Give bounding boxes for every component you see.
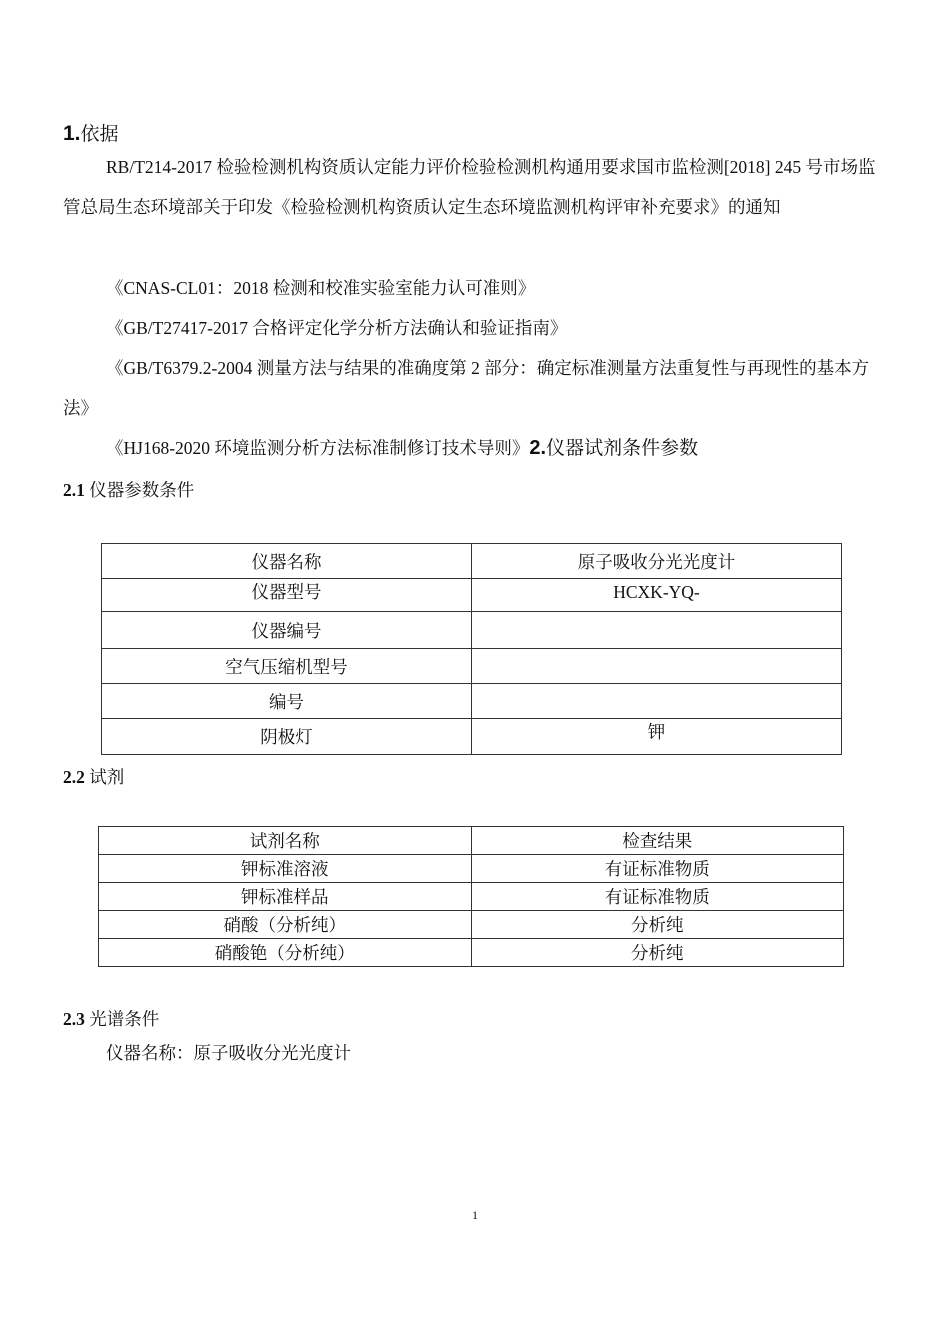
table-row [99,855,844,883]
section-2-2 [63,764,124,790]
table-cell-label: 仪器编号 [102,612,472,649]
table-cell-value: HCXK-YQ- [472,579,842,612]
basis-paragraph-2: 《CNAS-CL01：2018 检测和校准实验室能力认可准则》 [106,278,536,298]
table-row [102,612,842,649]
heading-number: 1. [63,122,81,145]
table-cell-result: 分析纯 [471,939,844,967]
section-2-1 [63,477,194,503]
table-cell-result: 有证标准物质 [471,855,844,883]
section-2-3 [63,1006,159,1032]
table-cell-result: 有证标准物质 [471,883,844,911]
basis-paragraph-3: 《GB/T27417-2017 合格评定化学分析方法确认和验证指南》 [106,318,568,338]
instrument-parameter-table [101,543,842,755]
table-cell-name: 硝酸铯（分析纯） [99,939,472,967]
table-row [102,719,842,755]
table-cell-name: 硝酸（分析纯） [99,911,472,939]
section-2-3-number: 2.3 [63,1009,85,1029]
table-row [99,939,844,967]
page-number: 1 [472,1208,478,1222]
table-row [102,579,842,612]
table-cell-value: 钾 [472,719,842,755]
table-cell-label: 编号 [102,684,472,719]
table-cell-label: 仪器型号 [102,579,472,612]
table-header-row [99,827,844,855]
table-cell-value [472,684,842,719]
section-2-1-number: 2.1 [63,480,85,500]
table-cell-name: 钾标准溶液 [99,855,472,883]
section-2-1-text: 仪器参数条件 [89,480,195,500]
heading-text: 依据 [80,123,119,145]
table-header-cell: 检查结果 [471,827,844,855]
basis-paragraph-4: 《GB/T6379.2-2004 测量方法与结果的准确度第 2 部分：确定标准测量方法重复性与再现性的基本方法》 [63,358,870,418]
table-cell-name: 钾标准样品 [99,883,472,911]
basis-paragraph-5 [63,428,885,468]
table-row [102,649,842,684]
table-cell-value: 原子吸收分光光度计 [472,544,842,579]
table-row [102,544,842,579]
table-cell-value [472,649,842,684]
table-header-cell: 试剂名称 [99,827,472,855]
basis-paragraph-1: RB/T214-2017 检验检测机构资质认定能力评价检验检测机构通用要求国市监检测[2018] 245 号市场监管总局生态环境部关于印发《检验检测机构资质认定生态环境监测机构评审补充要求》的通知 [63,157,876,217]
table-row [99,883,844,911]
section-2-3-text: 光谱条件 [89,1009,160,1029]
section-2-2-text: 试剂 [89,767,125,787]
heading-basis [63,118,119,149]
reagent-table [98,826,844,967]
table-cell-result: 分析纯 [471,911,844,939]
basis-paragraph-5-text: 《HJ168-2020 环境监测分析方法标准制修订技术导则》 [106,438,530,458]
table-cell-label: 阴极灯 [102,719,472,755]
heading-2-text: 仪器试剂条件参数 [546,437,699,459]
table-row [99,911,844,939]
heading-2-number: 2. [529,437,547,459]
table-row [102,684,842,719]
table-cell-label: 空气压缩机型号 [102,649,472,684]
table-cell-value [472,612,842,649]
table-cell-label: 仪器名称 [102,544,472,579]
section-2-2-number: 2.2 [63,767,85,787]
instrument-name-line: 仪器名称：原子吸收分光光度计 [106,1043,351,1063]
